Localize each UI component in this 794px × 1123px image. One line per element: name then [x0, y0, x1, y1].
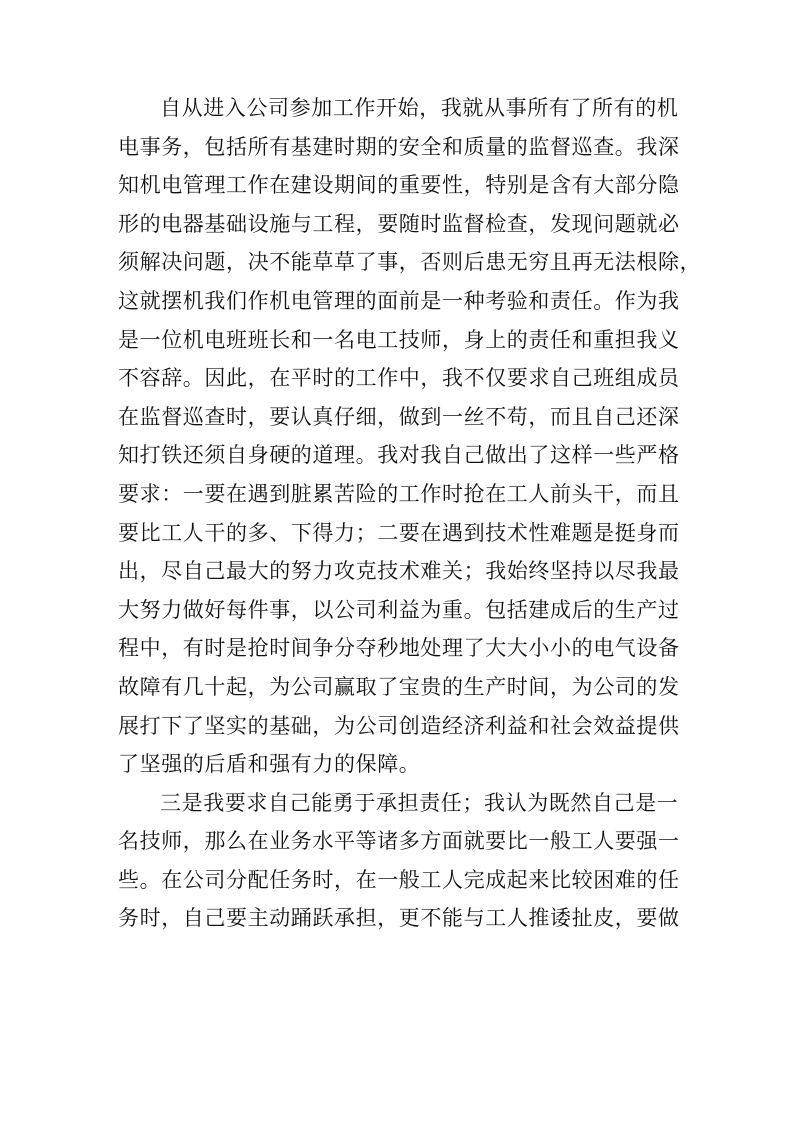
paragraph-1-line-7: 是一位机电班班长和一名电工技师，身上的责任和重担我义 — [118, 327, 680, 352]
body-text — [118, 89, 702, 938]
paragraph-1-line-18: 了坚强的后盾和强有力的保障。 — [118, 752, 421, 777]
paragraph-1-line-1: 自从进入公司参加工作开始，我就从事所有了所有的机 — [160, 96, 679, 120]
paragraph-1-line-3: 知机电管理工作在建设期间的重要性，特别是含有大部分隐 — [118, 173, 680, 198]
paragraph-1-line-4: 形的电器基础设施与工程，要随时监督检查，发现问题就必 — [118, 211, 680, 236]
paragraph-1-line-9: 在监督巡查时，要认真仔细，做到一丝不苟，而且自己还深 — [118, 404, 680, 429]
paragraph-1-line-17: 展打下了坚实的基础，为公司创造经济利益和社会效益提供 — [118, 713, 680, 738]
paragraph-1-line-16: 故障有几十起，为公司赢取了宝贵的生产时间，为公司的发 — [118, 674, 680, 699]
paragraph-1-line-5: 须解决问题，决不能草草了事，否则后患无穷且再无法根除， — [118, 250, 702, 275]
paragraph-1-line-13: 出，尽自己最大的努力攻克技术难关；我始终坚持以尽我最 — [118, 559, 680, 584]
paragraph-2-line-3: 些。在公司分配任务时，在一般工人完成起来比较困难的任 — [118, 867, 680, 892]
paragraph-2-line-2: 名技师，那么在业务水平等诸多方面就要比一般工人要强一 — [118, 829, 680, 854]
paragraph-2-line-4: 务时，自己要主动踊跃承担，更不能与工人推诿扯皮，要做 — [118, 906, 680, 931]
paragraph-1-line-8: 不容辞。因此，在平时的工作中，我不仅要求自己班组成员 — [118, 366, 680, 391]
paragraph-2-line-1: 三是我要求自己能勇于承担责任；我认为既然自己是一 — [160, 790, 679, 815]
paragraph-1-line-11: 要求：一要在遇到脏累苦险的工作时抢在工人前头干，而且 — [118, 481, 680, 506]
paragraph-1-line-12: 要比工人干的多、下得力；二要在遇到技术性难题是挺身而 — [118, 520, 680, 545]
paragraph-1-line-15: 程中，有时是抢时间争分夺秒地处理了大大小小的电气设备 — [118, 636, 680, 661]
paragraph-1-line-2: 电事务，包括所有基建时期的安全和质量的监督巡查。我深 — [118, 134, 680, 159]
paragraph-1-line-6: 这就摆机我们作机电管理的面前是一种考验和责任。作为我 — [118, 288, 680, 313]
paragraph-1-line-10: 知打铁还须自身硬的道理。我对我自己做出了这样一些严格 — [118, 443, 680, 468]
paragraph-1-line-14: 大努力做好每件事，以公司利益为重。包括建成后的生产过 — [118, 597, 680, 622]
